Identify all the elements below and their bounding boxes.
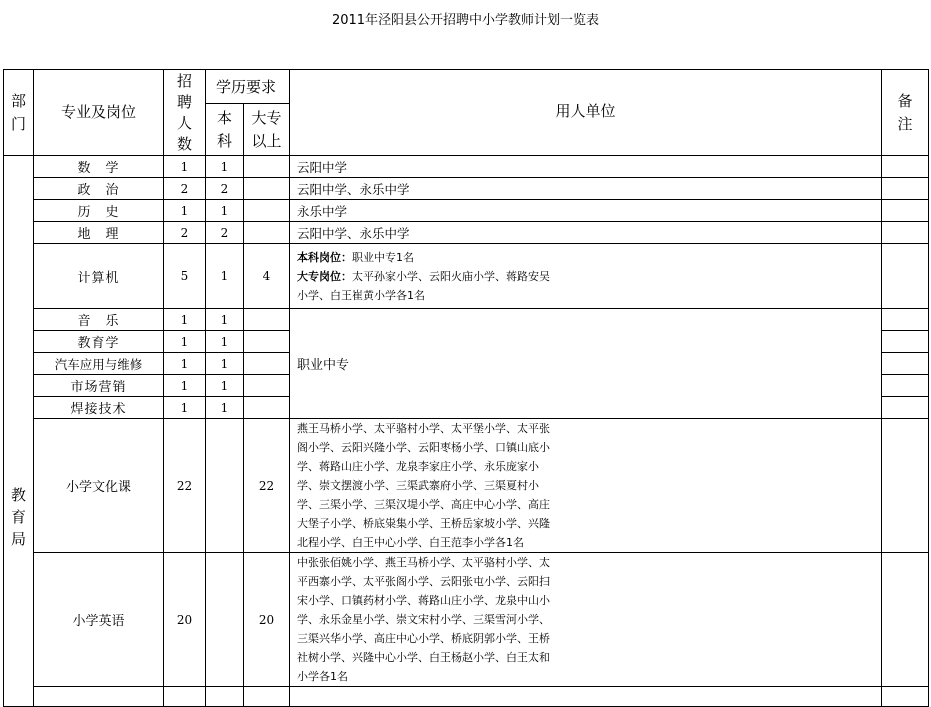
bachelor-cell: 1 bbox=[206, 200, 244, 222]
header-college: 大专 以上 bbox=[244, 104, 290, 156]
remark-cell bbox=[882, 353, 929, 375]
position-cell: 地 理 bbox=[34, 222, 164, 244]
header-unit: 用人单位 bbox=[290, 70, 882, 156]
remark-cell bbox=[882, 331, 929, 353]
college-cell: 20 bbox=[244, 553, 290, 687]
unit-cell: 本科岗位：职业中专1名 大专岗位：太平孙家小学、云阳火庙小学、蒋路安吴 小学、白王崔黄小学各1名 bbox=[290, 244, 882, 309]
remark-cell bbox=[882, 375, 929, 397]
count-cell bbox=[164, 687, 206, 707]
position-cell: 数 学 bbox=[34, 156, 164, 178]
unit-cell: 永乐中学 bbox=[290, 200, 882, 222]
bachelor-cell: 1 bbox=[206, 244, 244, 309]
table-row bbox=[4, 419, 929, 553]
unit-cell: 云阳中学、永乐中学 bbox=[290, 178, 882, 200]
remark-cell bbox=[882, 687, 929, 707]
header-count: 招 聘 人 数 bbox=[164, 70, 206, 156]
table-row bbox=[4, 244, 929, 309]
college-cell bbox=[244, 353, 290, 375]
count-cell: 1 bbox=[164, 397, 206, 419]
recruitment-table bbox=[3, 69, 929, 707]
bachelor-cell: 1 bbox=[206, 331, 244, 353]
unit-cell: 燕王马桥小学、太平骆村小学、太平堡小学、太平张 阁小学、云阳兴隆小学、云阳枣杨小学、口镇山底小 学、蒋路山庄小学、龙泉李家庄小学、永乐庞家小 学、崇文摆渡小学、三渠武寨府小学、三渠夏村小 学、三渠小学、三渠汉堤小学、高庄中心小学、高庄 大堡子小学、桥底粜集小学、王桥岳家坡小学、兴隆 北程小学、白王中心小学、白王范李小学各1名 bbox=[290, 419, 882, 553]
count-cell: 20 bbox=[164, 553, 206, 687]
header-remark: 备 注 bbox=[882, 70, 929, 156]
count-cell: 1 bbox=[164, 156, 206, 178]
unit-cell: 云阳中学 bbox=[290, 156, 882, 178]
position-cell: 小学英语 bbox=[34, 553, 164, 687]
remark-cell bbox=[882, 397, 929, 419]
count-cell: 1 bbox=[164, 200, 206, 222]
position-cell: 汽车应用与维修 bbox=[34, 353, 164, 375]
table-row bbox=[4, 309, 929, 331]
remark-cell bbox=[882, 178, 929, 200]
position-cell: 教育学 bbox=[34, 331, 164, 353]
college-cell bbox=[244, 375, 290, 397]
college-cell bbox=[244, 200, 290, 222]
college-cell bbox=[244, 331, 290, 353]
header-position: 专业及岗位 bbox=[34, 70, 164, 156]
remark-cell bbox=[882, 156, 929, 178]
remark-cell bbox=[882, 553, 929, 687]
college-cell bbox=[244, 222, 290, 244]
position-cell: 市场营销 bbox=[34, 375, 164, 397]
bachelor-cell: 1 bbox=[206, 375, 244, 397]
header-bachelor: 本 科 bbox=[206, 104, 244, 156]
remark-cell bbox=[882, 200, 929, 222]
remark-cell bbox=[882, 244, 929, 309]
header-dept: 部 门 bbox=[4, 70, 34, 156]
count-cell: 2 bbox=[164, 178, 206, 200]
bachelor-cell: 2 bbox=[206, 178, 244, 200]
department-cell: 教 育 局 bbox=[4, 156, 34, 707]
header-education: 学历要求 bbox=[206, 70, 290, 104]
bachelor-cell: 1 bbox=[206, 397, 244, 419]
unit-cell-vocational: 职业中专 bbox=[290, 309, 882, 419]
position-cell: 焊接技术 bbox=[34, 397, 164, 419]
college-cell: 4 bbox=[244, 244, 290, 309]
college-cell bbox=[244, 156, 290, 178]
bachelor-cell: 2 bbox=[206, 222, 244, 244]
remark-cell bbox=[882, 419, 929, 553]
count-cell: 1 bbox=[164, 331, 206, 353]
count-cell: 22 bbox=[164, 419, 206, 553]
count-cell: 1 bbox=[164, 353, 206, 375]
count-cell: 5 bbox=[164, 244, 206, 309]
table-row bbox=[4, 687, 929, 707]
table-row bbox=[4, 200, 929, 222]
table-row bbox=[4, 553, 929, 687]
remark-cell bbox=[882, 309, 929, 331]
unit-cell: 云阳中学、永乐中学 bbox=[290, 222, 882, 244]
college-cell bbox=[244, 397, 290, 419]
college-cell bbox=[244, 687, 290, 707]
college-cell bbox=[244, 309, 290, 331]
bachelor-cell bbox=[206, 687, 244, 707]
table-row bbox=[4, 178, 929, 200]
count-cell: 1 bbox=[164, 375, 206, 397]
count-cell: 1 bbox=[164, 309, 206, 331]
table-row bbox=[4, 222, 929, 244]
count-cell: 2 bbox=[164, 222, 206, 244]
position-cell: 历 史 bbox=[34, 200, 164, 222]
position-cell: 计算机 bbox=[34, 244, 164, 309]
position-cell bbox=[34, 687, 164, 707]
unit-cell bbox=[290, 687, 882, 707]
college-cell bbox=[244, 178, 290, 200]
position-cell: 音 乐 bbox=[34, 309, 164, 331]
header-row bbox=[4, 70, 929, 104]
bachelor-cell bbox=[206, 419, 244, 553]
table-row bbox=[4, 156, 929, 178]
bachelor-cell: 1 bbox=[206, 309, 244, 331]
unit-cell: 中张张佰姚小学、燕王马桥小学、太平骆村小学、太 平西寨小学、太平张阁小学、云阳张屯小学、云阳扫 宋小学、口镇药材小学、蒋路山庄小学、龙泉中山小 学、永乐金星小学、崇文宋村小学、三渠雪河小学、 三渠兴华小学、高庄中心小学、桥底阴郭小学、王桥 社树小学、兴隆中心小学、白王杨赵小学、白王太和 小学各1名 bbox=[290, 553, 882, 687]
position-cell: 政 治 bbox=[34, 178, 164, 200]
bachelor-cell: 1 bbox=[206, 353, 244, 375]
page-title: 2011年泾阳县公开招聘中小学教师计划一览表 bbox=[331, 13, 600, 28]
remark-cell bbox=[882, 222, 929, 244]
college-cell: 22 bbox=[244, 419, 290, 553]
bachelor-cell bbox=[206, 553, 244, 687]
bachelor-cell: 1 bbox=[206, 156, 244, 178]
position-cell: 小学文化课 bbox=[34, 419, 164, 553]
